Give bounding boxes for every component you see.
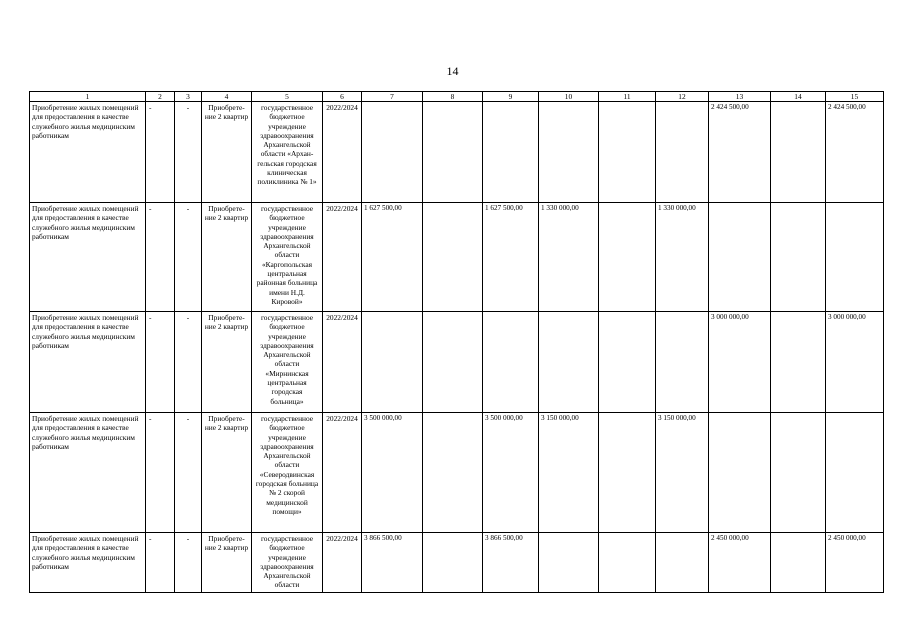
column-header: 8 (423, 92, 483, 102)
table-row (30, 102, 884, 203)
amount-cell (656, 533, 709, 593)
amount-cell: 3 866 500,00 (362, 533, 423, 593)
amount-cell (709, 203, 771, 312)
amount-cell (599, 533, 656, 593)
result-cell: Приобрете-ние 2 квартир (202, 413, 252, 533)
activity-name-cell: Приобретение жилых помещений для предоставления в качестве служебного жилья медицинским работникам (30, 203, 146, 312)
amount-cell (599, 203, 656, 312)
column-header: 7 (362, 92, 423, 102)
cell: - (146, 102, 175, 203)
amount-cell (539, 102, 599, 203)
amount-cell: 2 450 000,00 (826, 533, 884, 593)
column-header: 3 (175, 92, 202, 102)
column-header: 6 (323, 92, 362, 102)
table-row (30, 312, 884, 413)
amount-cell (423, 102, 483, 203)
cell: - (146, 312, 175, 413)
column-header: 10 (539, 92, 599, 102)
amount-cell: 1 330 000,00 (539, 203, 599, 312)
column-header: 1 (30, 92, 146, 102)
column-header: 15 (826, 92, 884, 102)
institution-cell: государственное бюджетное учреждение здравоохранения Архангельской области «Северодвинская городская больница № 2 скорой медицинской помощи» (252, 413, 323, 533)
table-row (30, 533, 884, 593)
amount-cell (771, 203, 826, 312)
result-cell: Приобрете-ние 2 квартир (202, 102, 252, 203)
amount-cell (599, 312, 656, 413)
amount-cell (771, 413, 826, 533)
period-cell: 2022/2024 (323, 102, 362, 203)
amount-cell (656, 312, 709, 413)
amount-cell (362, 102, 423, 203)
amount-cell (423, 203, 483, 312)
column-header: 4 (202, 92, 252, 102)
amount-cell (656, 102, 709, 203)
column-header: 9 (483, 92, 539, 102)
period-cell: 2022/2024 (323, 312, 362, 413)
activity-name-cell: Приобретение жилых помещений для предоставления в качестве служебного жилья медицинским работникам (30, 312, 146, 413)
institution-cell: государственное бюджетное учреждение здравоохранения Архангельской области «Мирнинская центральная городская больница» (252, 312, 323, 413)
amount-cell (709, 413, 771, 533)
column-number-row (30, 92, 884, 102)
column-header: 13 (709, 92, 771, 102)
column-header: 11 (599, 92, 656, 102)
amount-cell: 3 500 000,00 (362, 413, 423, 533)
amount-cell: 2 424 500,00 (826, 102, 884, 203)
amount-cell: 1 330 000,00 (656, 203, 709, 312)
page-number: 14 (446, 64, 459, 78)
amount-cell (423, 413, 483, 533)
column-header: 14 (771, 92, 826, 102)
amount-cell (599, 413, 656, 533)
amount-cell (483, 102, 539, 203)
period-cell: 2022/2024 (323, 533, 362, 593)
cell: - (175, 203, 202, 312)
amount-cell (362, 312, 423, 413)
amount-cell: 1 627 500,00 (483, 203, 539, 312)
cell: - (146, 203, 175, 312)
result-cell: Приобрете-ние 2 квартир (202, 312, 252, 413)
activity-name-cell: Приобретение жилых помещений для предоставления в качестве служебного жилья медицинским работникам (30, 533, 146, 593)
amount-cell (826, 413, 884, 533)
column-header: 2 (146, 92, 175, 102)
institution-cell: государственное бюджетное учреждение здравоохранения Архангельской области «Каргопольская центральная районная больница имени Н.Д. Кировой» (252, 203, 323, 312)
amount-cell: 3 000 000,00 (826, 312, 884, 413)
amount-cell: 3 866 500,00 (483, 533, 539, 593)
amount-cell: 3 150 000,00 (539, 413, 599, 533)
amount-cell (771, 533, 826, 593)
amount-cell: 2 424 500,00 (709, 102, 771, 203)
cell: - (175, 413, 202, 533)
amount-cell: 1 627 500,00 (362, 203, 423, 312)
column-header: 5 (252, 92, 323, 102)
cell: - (175, 533, 202, 593)
amount-cell (771, 102, 826, 203)
amount-cell (539, 312, 599, 413)
cell: - (175, 312, 202, 413)
result-cell: Приобрете-ние 2 квартир (202, 533, 252, 593)
amount-cell: 3 150 000,00 (656, 413, 709, 533)
program-table (29, 91, 884, 593)
period-cell: 2022/2024 (323, 413, 362, 533)
amount-cell: 3 500 000,00 (483, 413, 539, 533)
table-row (30, 413, 884, 533)
amount-cell (423, 533, 483, 593)
period-cell: 2022/2024 (323, 203, 362, 312)
institution-cell: государственное бюджетное учреждение здравоохранения Архангельской области «Архан-гельская городская клиническая поликлиника № 1» (252, 102, 323, 203)
amount-cell: 2 450 000,00 (709, 533, 771, 593)
amount-cell (539, 533, 599, 593)
activity-name-cell: Приобретение жилых помещений для предоставления в качестве служебного жилья медицинским работникам (30, 102, 146, 203)
cell: - (146, 413, 175, 533)
amount-cell (771, 312, 826, 413)
column-header: 12 (656, 92, 709, 102)
cell: - (175, 102, 202, 203)
activity-name-cell: Приобретение жилых помещений для предоставления в качестве служебного жилья медицинским работникам (30, 413, 146, 533)
amount-cell: 3 000 000,00 (709, 312, 771, 413)
amount-cell (483, 312, 539, 413)
amount-cell (599, 102, 656, 203)
amount-cell (826, 203, 884, 312)
result-cell: Приобрете-ние 2 квартир (202, 203, 252, 312)
table-row (30, 203, 884, 312)
amount-cell (423, 312, 483, 413)
cell: - (146, 533, 175, 593)
institution-cell: государственное бюджетное учреждение здравоохранения Архангельской области (252, 533, 323, 593)
